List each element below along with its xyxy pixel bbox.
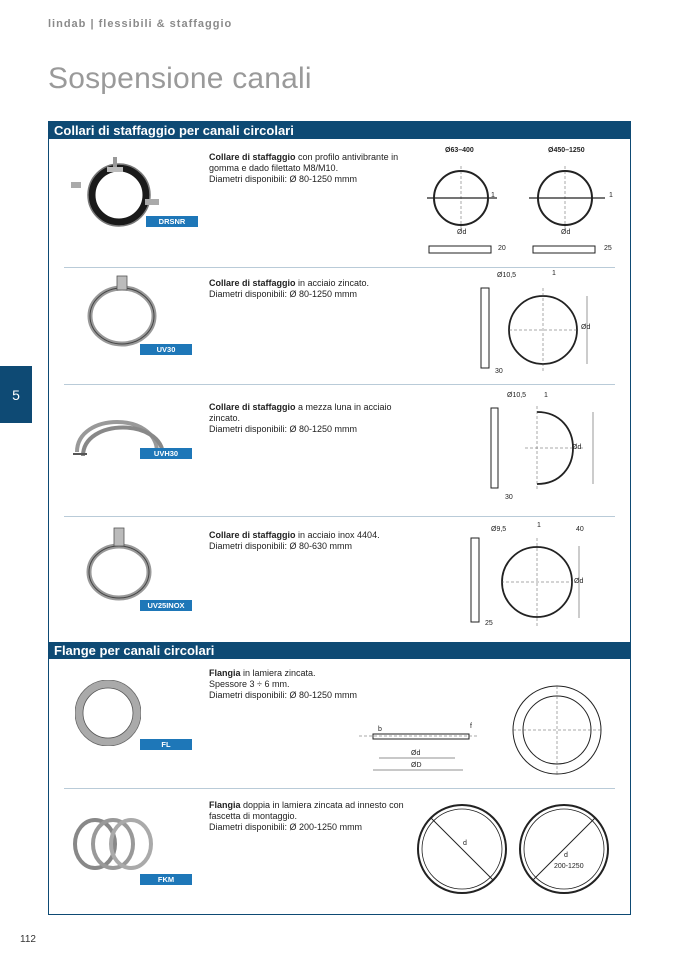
label-small-range: Ø63–400 xyxy=(445,147,474,154)
page-title: Sospensione canali xyxy=(48,62,312,95)
dim-t-uvh30: 1 xyxy=(544,392,548,399)
dim-d-uv25inox: Ød xyxy=(574,578,584,585)
separator xyxy=(64,788,615,789)
dim-hole-uv30: Ø10,5 xyxy=(497,272,517,279)
dim-D-fl: ØD xyxy=(411,762,422,769)
fkm-drawing-2 xyxy=(517,802,611,896)
dim-h40-uv25inox: 40 xyxy=(576,526,584,533)
section-bar-flange: Flange per canali circolari xyxy=(49,642,630,659)
dim-d-fkm-2: d xyxy=(564,852,568,859)
dim-t-uv25inox: 1 xyxy=(537,522,541,529)
dim-range-fkm: 200-1250 xyxy=(554,863,584,870)
fl-front-drawing xyxy=(511,684,603,776)
dim-b-fl: b xyxy=(378,726,382,733)
chapter-tab[interactable]: 5 xyxy=(0,366,32,423)
code-badge-uv30: UV30 xyxy=(140,344,192,355)
dim-t-uv30: 1 xyxy=(552,270,556,277)
content-box xyxy=(48,121,631,915)
uv25inox-technical-drawing xyxy=(461,530,611,630)
page-number: 112 xyxy=(20,934,36,945)
dim-d-1: Ød xyxy=(457,229,467,236)
separator xyxy=(64,267,615,268)
label-large-range: Ø450–1250 xyxy=(548,147,585,154)
fkm-product-image xyxy=(69,808,159,878)
fkm-drawing-1 xyxy=(415,802,509,896)
dim-w25-uv25inox: 25 xyxy=(485,620,493,627)
drsnr-technical-drawing xyxy=(427,160,627,260)
code-badge-uvh30: UVH30 xyxy=(140,448,192,459)
desc-fl: Flangia in lamiera zincata. Spessore 3 ÷ 6 mm. Diametri disponibili: Ø 80-1250 mmm xyxy=(209,668,358,700)
code-badge-fl: FL xyxy=(140,739,192,750)
dim-h20: 20 xyxy=(498,245,506,252)
desc-uv30: Collare di staffaggio in acciaio zincato. Diametri disponibili: Ø 80-1250 mmm xyxy=(209,278,370,299)
separator xyxy=(64,516,615,517)
dim-d-2: Ød xyxy=(561,229,571,236)
separator xyxy=(64,384,615,385)
desc-drsnr: Collare di staffaggio con profilo antivibrante in gomma e dado filettato M8/M10. Diametri disponibili: Ø 80-1250 mmm xyxy=(209,152,399,184)
dim-f-fl: f xyxy=(470,723,472,730)
desc-uvh30: Collare di staffaggio a mezza luna in acciaio zincato. Diametri disponibili: Ø 80-1250 mmm xyxy=(209,402,392,434)
dim-w30-uvh30: 30 xyxy=(505,494,513,501)
uv25inox-product-image xyxy=(77,522,172,607)
uvh30-technical-drawing xyxy=(485,398,615,498)
dim-h25: 25 xyxy=(604,245,612,252)
dim-d-uv30: Ød xyxy=(581,324,591,331)
code-badge-fkm: FKM xyxy=(140,874,192,885)
code-badge-drsnr: DRSNR xyxy=(146,216,198,227)
uv30-technical-drawing xyxy=(467,280,617,376)
dim-t-2: 1 xyxy=(609,192,613,199)
dim-d-uvh30: Ød xyxy=(572,444,582,451)
desc-uv25inox: Collare di staffaggio in acciaio inox 4404. Diametri disponibili: Ø 80-630 mmm xyxy=(209,530,380,551)
running-header: lindab | flessibili & staffaggio xyxy=(48,18,233,30)
dim-w30-uv30: 30 xyxy=(495,368,503,375)
dim-hole-uvh30: Ø10,5 xyxy=(507,392,527,399)
dim-d-fkm-1: d xyxy=(463,840,467,847)
dim-d-fl: Ød xyxy=(411,750,421,757)
fl-product-image xyxy=(75,680,141,746)
code-badge-uv25inox: UV25INOX xyxy=(140,600,192,611)
uv30-product-image xyxy=(77,272,172,352)
dim-t-1: 1 xyxy=(491,192,495,199)
dim-hole-uv25inox: Ø9,5 xyxy=(491,526,507,533)
section-bar-collari: Collari di staffaggio per canali circolari xyxy=(49,122,630,139)
desc-fkm: Flangia doppia in lamiera zincata ad innesto con fascetta di montaggio. Diametri disponibili: Ø 200-1250 mmm xyxy=(209,800,404,832)
